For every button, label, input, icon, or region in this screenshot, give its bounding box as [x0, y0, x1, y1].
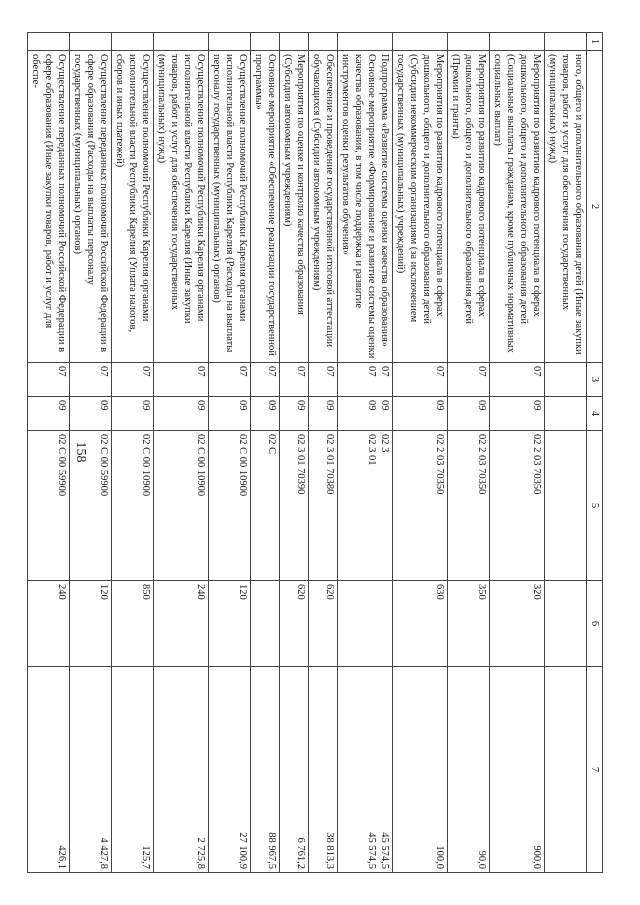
header-col-4: 4 — [587, 397, 603, 431]
row-description: ного, общего и дополнительного образования детей (Иные закупки товаров, работ и услуг для обеспечения государственных (муниципальных) нужд) — [545, 51, 587, 363]
row-description: Мероприятия по развитию кадрового потенциала в сферах дошкольного, общего и дополнительного образования детей (Социальные выплаты гражданам, кроме публичных нормативных социальных выплат) — [490, 51, 545, 363]
row-expense-type: 620 — [309, 581, 338, 667]
table-header-row — [587, 33, 603, 873]
row-expense-type — [338, 581, 393, 667]
row-blank-cell — [545, 33, 587, 51]
row-description: Подпрограмма «Развитие системы оценки качества образования» Основное мероприятие «Формирование и развитие системы оценки качества образования, в том числе поддержка и развитие инструментов оценки результатов обучения» — [338, 51, 393, 363]
row-blank-cell — [280, 33, 309, 51]
row-target-code: 02 С — [251, 431, 280, 581]
row-section: 07 — [393, 363, 448, 397]
header-col-7: 7 — [587, 667, 603, 873]
row-subsection: 09 — [280, 397, 309, 431]
row-amount: 2 725,8 — [154, 667, 209, 873]
row-description: Осуществление переданных полномочий Российской Федерации в сфере образования (Иные закупки товаров, работ и услуг для обеспе- — [28, 51, 70, 363]
row-section — [545, 363, 587, 397]
row-target-code: 02 С 00 59900 — [70, 431, 112, 581]
row-expense-type — [545, 581, 587, 667]
table-row — [448, 33, 490, 873]
row-expense-type: 320 — [490, 581, 545, 667]
row-target-code: 02 С 00 10900 — [112, 431, 154, 581]
row-description: Обеспечение и проведение государственной итоговой аттестации обучающихся (Субсидии автономным учреждениям) — [309, 51, 338, 363]
row-subsection: 09 — [70, 397, 112, 431]
row-subsection: 09 — [112, 397, 154, 431]
row-amount: 38 813,3 — [309, 667, 338, 873]
row-target-code: 02 3 02 3 01 — [338, 431, 393, 581]
row-blank-cell — [251, 33, 280, 51]
row-expense-type: 850 — [112, 581, 154, 667]
table-row — [545, 33, 587, 873]
row-blank-cell — [393, 33, 448, 51]
table-row — [251, 33, 280, 873]
row-amount: 4 427,8 — [70, 667, 112, 873]
row-subsection: 09 — [154, 397, 209, 431]
row-amount: 88 967,5 — [251, 667, 280, 873]
header-col-6: 6 — [587, 581, 603, 667]
row-expense-type: 120 — [209, 581, 251, 667]
row-target-code — [545, 431, 587, 581]
budget-table — [27, 32, 603, 873]
row-expense-type: 620 — [280, 581, 309, 667]
header-col-3: 3 — [587, 363, 603, 397]
row-section: 07 — [28, 363, 70, 397]
row-description: Основное мероприятие «Обеспечение реализации государственной программы» — [251, 51, 280, 363]
row-target-code: 02 С 00 10900 — [209, 431, 251, 581]
table-row — [209, 33, 251, 873]
row-amount — [545, 667, 587, 873]
row-expense-type: 120 — [70, 581, 112, 667]
row-blank-cell — [338, 33, 393, 51]
row-section: 07 07 — [338, 363, 393, 397]
row-amount: 426,1 — [28, 667, 70, 873]
row-subsection: 09 — [393, 397, 448, 431]
row-section: 07 — [448, 363, 490, 397]
header-col-2: 2 — [587, 51, 603, 363]
table-row — [154, 33, 209, 873]
row-amount: 45 574,5 45 574,5 — [338, 667, 393, 873]
row-description: Осуществление полномочий Республики Карелия органами исполнительной власти Республики Карелия (Иные закупки товаров, работ и услуг для обеспечения государственных (муниципальных) нужд) — [154, 51, 209, 363]
row-amount: 900,0 — [490, 667, 545, 873]
row-description: Мероприятия по развитию кадрового потенциала в сферах дошкольного, общего и дополнительного образования детей (Премии и гранты) — [448, 51, 490, 363]
row-section: 07 — [209, 363, 251, 397]
row-section: 07 — [280, 363, 309, 397]
row-expense-type: 630 — [393, 581, 448, 667]
table-row — [393, 33, 448, 873]
row-section: 07 — [490, 363, 545, 397]
row-target-code: 02 3 01 70390 — [280, 431, 309, 581]
row-blank-cell — [209, 33, 251, 51]
row-section: 07 — [309, 363, 338, 397]
header-col-1: 1 — [587, 33, 603, 51]
table-row — [338, 33, 393, 873]
row-target-code: 02 2 03 70350 — [448, 431, 490, 581]
row-description: Осуществление полномочий Республики Карелия органами исполнительной власти Республики Карелия (Уплата налогов, сборов и иных платежей) — [112, 51, 154, 363]
row-target-code: 02 2 03 70350 — [393, 431, 448, 581]
row-section: 07 — [251, 363, 280, 397]
row-subsection — [545, 397, 587, 431]
row-target-code: 02 С 00 10900 — [154, 431, 209, 581]
rotated-page-content — [30, 32, 603, 872]
table-row — [28, 33, 70, 873]
row-amount: 27 100,9 — [209, 667, 251, 873]
table-row — [70, 33, 112, 873]
row-blank-cell — [154, 33, 209, 51]
row-amount: 90,0 — [448, 667, 490, 873]
row-amount: 125,7 — [112, 667, 154, 873]
row-subsection: 09 — [209, 397, 251, 431]
row-expense-type: 350 — [448, 581, 490, 667]
row-blank-cell — [448, 33, 490, 51]
row-amount: 6 761,2 — [280, 667, 309, 873]
table-row — [309, 33, 338, 873]
row-expense-type — [251, 581, 280, 667]
row-amount: 100,0 — [393, 667, 448, 873]
page-number: 158 — [73, 441, 88, 463]
row-description: Осуществление переданных полномочий Российской Федерации в сфере образования (Расходы на выплаты персоналу государственных (муниципальных) органов) — [70, 51, 112, 363]
row-expense-type: 240 — [28, 581, 70, 667]
row-section: 07 — [70, 363, 112, 397]
row-subsection: 09 — [309, 397, 338, 431]
row-subsection: 09 — [28, 397, 70, 431]
row-blank-cell — [112, 33, 154, 51]
row-description: Осуществление полномочий Республики Карелия органами исполнительной власти Республики Карелия (Расходы на выплаты персоналу государственных (муниципальных) органов) — [209, 51, 251, 363]
row-expense-type: 240 — [154, 581, 209, 667]
table-row — [490, 33, 545, 873]
row-subsection: 09 09 — [338, 397, 393, 431]
table-row — [280, 33, 309, 873]
header-col-5: 5 — [587, 431, 603, 581]
row-blank-cell — [28, 33, 70, 51]
row-subsection: 09 — [251, 397, 280, 431]
row-description: Мероприятия по развитию кадрового потенциала в сферах дошкольного, общего и дополнительного образования детей (Субсидии некоммерческим организациям (за исключением государственных (муниципальных) учреждений) — [393, 51, 448, 363]
row-subsection: 09 — [448, 397, 490, 431]
row-blank-cell — [70, 33, 112, 51]
row-blank-cell — [309, 33, 338, 51]
row-target-code: 02 3 01 70380 — [309, 431, 338, 581]
row-section: 07 — [154, 363, 209, 397]
row-target-code: 02 С 00 59900 — [28, 431, 70, 581]
row-blank-cell — [490, 33, 545, 51]
row-subsection: 09 — [490, 397, 545, 431]
row-description: Мероприятия по оценке и контролю качества образования (Субсидии автономным учреждениям) — [280, 51, 309, 363]
table-row — [112, 33, 154, 873]
row-target-code: 02 2 03 70350 — [490, 431, 545, 581]
row-section: 07 — [112, 363, 154, 397]
